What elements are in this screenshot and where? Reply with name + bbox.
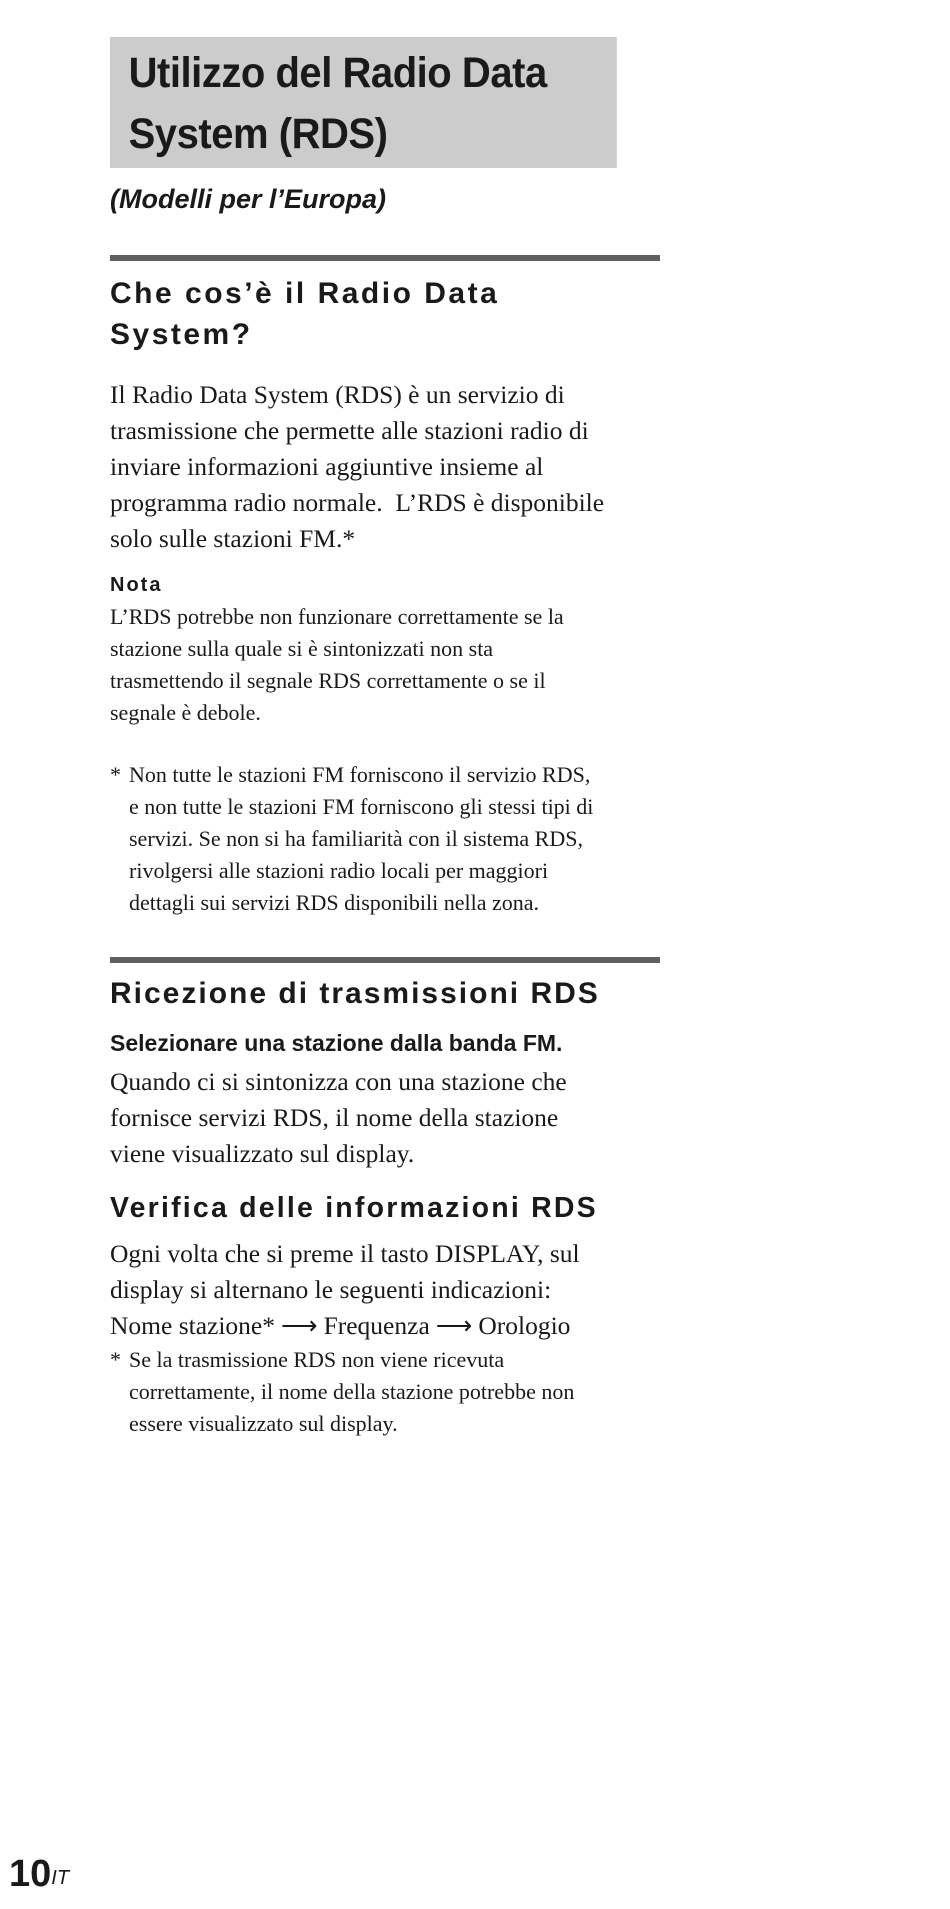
page-number-value: 10 <box>9 1853 52 1895</box>
note-line: stazione sulla quale si è sintonizzati non sta <box>110 636 494 661</box>
section-heading-rds-reception: Ricezione di trasmissioni RDS <box>110 977 600 1010</box>
paragraph-line: inviare informazioni aggiuntive insieme al <box>110 452 544 481</box>
footnote-line: servizi. Se non si ha familiarità con il sistema RDS, <box>129 826 583 851</box>
arrow-right-icon: ⟶ <box>435 1311 473 1340</box>
section-heading-line-2: System? <box>110 318 253 351</box>
sequence-item-frequency: Frequenza <box>323 1311 430 1340</box>
paragraph-line: programma radio normale. L’RDS è disponibile <box>110 488 605 517</box>
sequence-item-clock: Orologio <box>478 1311 571 1340</box>
footnote-line: e non tutte le stazioni FM forniscono gli stessi tipi di <box>129 794 594 819</box>
paragraph-line: Ogni volta che si preme il tasto DISPLAY, sul <box>110 1239 580 1268</box>
subheading-verify-rds: Verifica delle informazioni RDS <box>110 1192 598 1224</box>
footnote-line: Non tutte le stazioni FM forniscono il servizio RDS, <box>129 762 591 787</box>
page-number <box>9 1852 69 1896</box>
footnote-marker: * <box>110 1347 121 1372</box>
note-text <box>110 601 665 729</box>
paragraph-line: trasmissione che permette alle stazioni radio di <box>110 416 589 445</box>
page-subtitle: (Modelli per l’Europa) <box>110 184 387 214</box>
sequence-item-station-name: Nome stazione* <box>110 1311 275 1340</box>
footnote-line: correttamente, il nome della stazione potrebbe non <box>129 1379 575 1404</box>
paragraph-line: display si alternano le seguenti indicazioni: <box>110 1275 552 1304</box>
paragraph-line: fornisce servizi RDS, il nome della stazione <box>110 1103 559 1132</box>
page-title-line-2: System (RDS) <box>128 110 388 158</box>
note-label: Nota <box>110 574 163 596</box>
step-instruction: Selezionare una stazione dalla banda FM. <box>110 1030 563 1056</box>
page-title-line-1: Utilizzo del Radio Data <box>128 49 547 97</box>
display-sequence <box>110 1308 665 1344</box>
page-title <box>110 37 617 168</box>
page-content <box>110 37 665 1440</box>
footnote-line: Se la trasmissione RDS non viene ricevuta <box>129 1347 505 1372</box>
section-heading-what-is-rds <box>110 273 665 355</box>
section-divider <box>110 255 660 261</box>
footnote-line: rivolgersi alle stazioni radio locali per maggiori <box>129 858 549 883</box>
footnote-body <box>129 1344 665 1440</box>
footnote-station-name <box>110 1344 665 1440</box>
footnote-line: essere visualizzato sul display. <box>129 1411 398 1436</box>
paragraph-line: solo sulle stazioni FM.* <box>110 524 356 553</box>
verify-paragraph <box>110 1236 665 1308</box>
rds-intro-paragraph <box>110 377 665 557</box>
footnote-marker: * <box>110 762 121 787</box>
note-line: trasmettendo il segnale RDS correttamente o se il <box>110 668 546 693</box>
paragraph-line: Il Radio Data System (RDS) è un servizio di <box>110 380 565 409</box>
paragraph-line: viene visualizzato sul display. <box>110 1139 415 1168</box>
note-line: L’RDS potrebbe non funzionare correttamente se la <box>110 604 564 629</box>
section-heading-line-1: Che cos’è il Radio Data <box>110 277 500 310</box>
section-divider <box>110 957 660 963</box>
footnote-fm-services <box>110 759 665 919</box>
footnote-body <box>129 759 665 919</box>
page-language-suffix: IT <box>51 1867 70 1889</box>
note-line: segnale è debole. <box>110 700 261 725</box>
reception-paragraph <box>110 1064 665 1172</box>
arrow-right-icon: ⟶ <box>281 1311 318 1340</box>
footnote-line: dettagli sui servizi RDS disponibili nella zona. <box>129 890 539 915</box>
paragraph-line: Quando ci si sintonizza con una stazione che <box>110 1067 567 1096</box>
